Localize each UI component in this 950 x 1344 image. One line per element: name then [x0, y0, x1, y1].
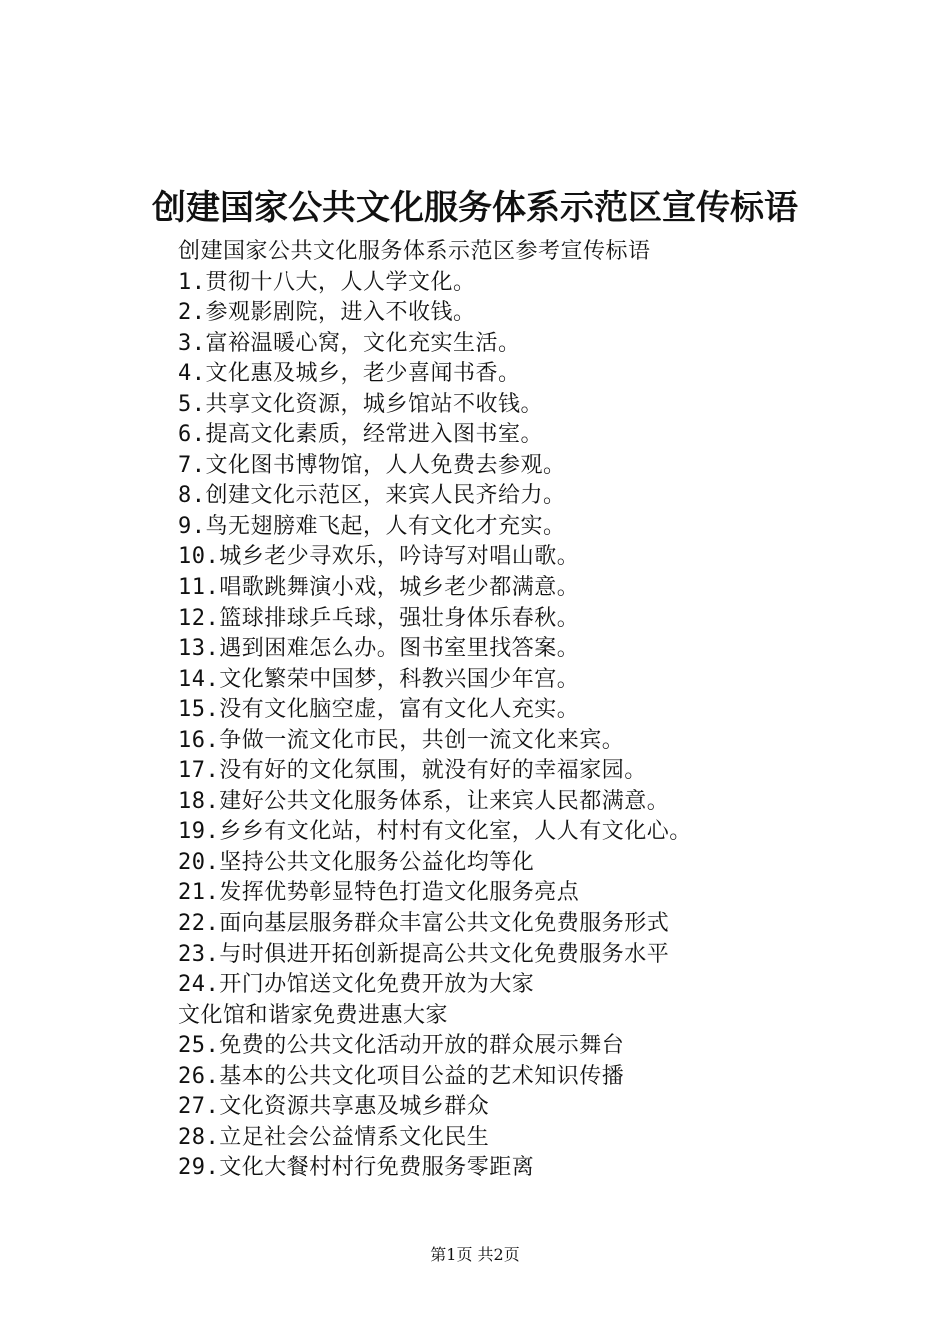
page-footer: 第1页 共2页: [430, 1245, 520, 1264]
slogan-line: 27.文化资源共享惠及城乡群众: [178, 1094, 490, 1120]
slogan-line: 23.与时俱进开拓创新提高公共文化免费服务水平: [178, 941, 670, 967]
slogan-line: 19.乡乡有文化站，村村有文化室，人人有文化心。: [178, 819, 692, 845]
slogan-line: 29.文化大餐村村行免费服务零距离: [178, 1155, 535, 1181]
slogan-line: 13.遇到困难怎么办。图书室里找答案。: [178, 636, 580, 662]
slogan-line: 20.坚持公共文化服务公益化均等化: [178, 849, 535, 875]
slogan-line: 15.没有文化脑空虚，富有文化人充实。: [178, 697, 580, 723]
slogan-line: 18.建好公共文化服务体系，让来宾人民都满意。: [178, 788, 670, 814]
slogan-line: 2.参观影剧院，进入不收钱。: [178, 300, 476, 326]
slogan-line: 21.发挥优势彰显特色打造文化服务亮点: [178, 880, 580, 906]
slogan-list: [178, 237, 898, 1184]
slogan-line: 26.基本的公共文化项目公益的艺术知识传播: [178, 1063, 625, 1089]
slogan-line: 6.提高文化素质，经常进入图书室。: [178, 422, 543, 448]
slogan-line: 8.创建文化示范区，来宾人民齐给力。: [178, 483, 566, 509]
slogan-line: 12.篮球排球乒乓球，强壮身体乐春秋。: [178, 605, 580, 631]
slogan-line: 文化馆和谐家免费进惠大家: [178, 1002, 449, 1028]
slogan-line: 24.开门办馆送文化免费开放为大家: [178, 972, 535, 998]
slogan-line: 28.立足社会公益情系文化民生: [178, 1124, 490, 1150]
slogan-line: 10.城乡老少寻欢乐，吟诗写对唱山歌。: [178, 544, 580, 570]
slogan-line: 17.没有好的文化氛围，就没有好的幸福家园。: [178, 758, 647, 784]
slogan-line: 14.文化繁荣中国梦，科教兴国少年宫。: [178, 666, 580, 692]
slogan-line: 25.免费的公共文化活动开放的群众展示舞台: [178, 1033, 625, 1059]
slogan-line: 7.文化图书博物馆，人人免费去参观。: [178, 452, 566, 478]
slogan-line: 5.共享文化资源，城乡馆站不收钱。: [178, 391, 543, 417]
slogan-line: 22.面向基层服务群众丰富公共文化免费服务形式: [178, 911, 670, 937]
page-title: 创建国家公共文化服务体系示范区宣传标语: [152, 188, 798, 228]
slogan-line: 1.贯彻十八大，人人学文化。: [178, 269, 476, 295]
slogan-line: 3.富裕温暖心窝，文化充实生活。: [178, 330, 521, 356]
subtitle-line: 创建国家公共文化服务体系示范区参考宣传标语: [178, 239, 651, 264]
slogan-line: 11.唱歌跳舞演小戏，城乡老少都满意。: [178, 575, 580, 601]
slogan-line: 9.鸟无翅膀难飞起，人有文化才充实。: [178, 513, 566, 539]
slogan-line: 16.争做一流文化市民，共创一流文化来宾。: [178, 727, 625, 753]
slogan-line: 4.文化惠及城乡，老少喜闻书香。: [178, 361, 521, 387]
